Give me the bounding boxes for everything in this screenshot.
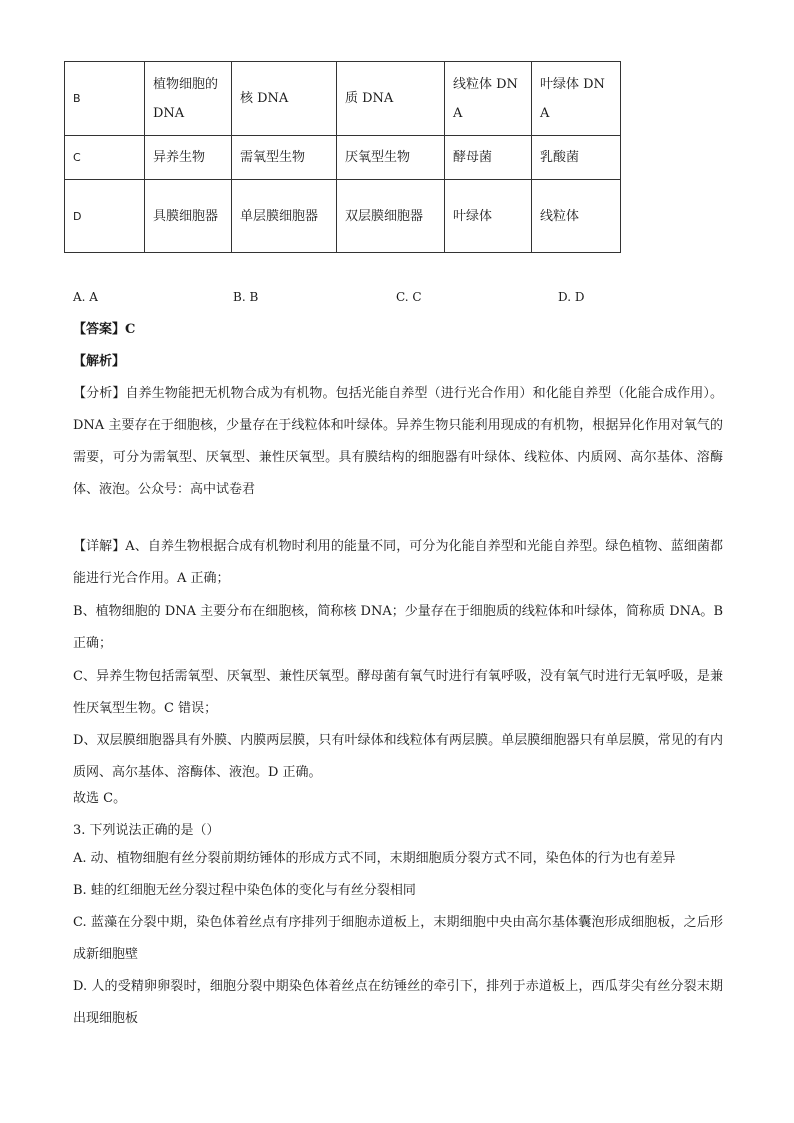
question-3-option-b: B. 蛙的红细胞无丝分裂过程中染色体的变化与有丝分裂相同 [73, 883, 416, 898]
analysis-heading: 【解析】 [73, 354, 126, 369]
answer-options [73, 290, 633, 310]
analysis-paragraph: 【分析】自养生物能把无机物合成为有机物。包括光能自养型（进行光合作用）和化能自养型（化能合成作用）。DNA 主要存在于细胞核，少量存在于线粒体和叶绿体。异养生物只能利用现成的有机物，根据异化作用对氧气的需要，可分为需氧型、厌氧型、兼性厌氧型。具有膜结构的细胞器有叶绿体、线粒体、内质网、高尔基体、溶酶体、液泡。公众号：高中试卷君 [73, 386, 723, 497]
question-3-option-a: A. 动、植物细胞有丝分裂前期纺锤体的形成方式不同，末期细胞质分裂方式不同，染色体的行为也有差异 [73, 851, 676, 866]
question-3-option-c: C. 蓝藻在分裂中期，染色体着丝点有序排列于细胞赤道板上，末期细胞中央由高尔基体囊泡形成细胞板，之后形成新细胞壁 [73, 915, 723, 962]
conclusion: 故选 C。 [73, 791, 127, 806]
table-cell: 叶绿体 [445, 180, 532, 253]
question-table [64, 61, 621, 253]
option-d: D. D [558, 290, 585, 304]
table-cell: 异养生物 [145, 136, 232, 180]
table-row [65, 136, 621, 180]
table-cell: 需氧型生物 [232, 136, 337, 180]
table-cell: 单层膜细胞器 [232, 180, 337, 253]
option-a: A. A [73, 290, 98, 304]
answer-label: 【答案】C [73, 322, 136, 337]
table-cell: D [65, 180, 145, 253]
table-cell: 叶绿体 DNA [532, 62, 621, 136]
table-row [65, 62, 621, 136]
detail-a: 【详解】A、自养生物根据合成有机物时利用的能量不同，可分为化能自养型和光能自养型。绿色植物、蓝细菌都能进行光合作用。A 正确； [73, 539, 723, 586]
table-cell: C [65, 136, 145, 180]
table-cell: 乳酸菌 [532, 136, 621, 180]
table-cell: 核 DNA [232, 62, 337, 136]
detail-b: B、植物细胞的 DNA 主要分布在细胞核，简称核 DNA；少量存在于细胞质的线粒体和叶绿体，简称质 DNA。B 正确； [73, 604, 723, 651]
question-3-option-d: D. 人的受精卵卵裂时，细胞分裂中期染色体着丝点在纺锤丝的牵引下，排列于赤道板上，西瓜芽尖有丝分裂末期出现细胞板 [73, 979, 723, 1026]
table-cell: 质 DNA [337, 62, 445, 136]
detail-d: D、双层膜细胞器具有外膜、内膜两层膜，只有叶绿体和线粒体有两层膜。单层膜细胞器只有单层膜，常见的有内质网、高尔基体、溶酶体、液泡。D 正确。 [73, 733, 723, 780]
table-cell: 厌氧型生物 [337, 136, 445, 180]
table-cell: 具膜细胞器 [145, 180, 232, 253]
table-cell: 酵母菌 [445, 136, 532, 180]
table-cell: 线粒体 DNA [445, 62, 532, 136]
table-cell: B [65, 62, 145, 136]
table-row [65, 180, 621, 253]
detail-c: C、异养生物包括需氧型、厌氧型、兼性厌氧型。酵母菌有氧气时进行有氧呼吸，没有氧气时进行无氧呼吸，是兼性厌氧型生物。C 错误； [73, 669, 723, 716]
table-cell: 双层膜细胞器 [337, 180, 445, 253]
table-cell: 线粒体 [532, 180, 621, 253]
option-c: C. C [396, 290, 422, 304]
question-3-stem: 3. 下列说法正确的是（） [73, 823, 220, 838]
option-b: B. B [233, 290, 259, 304]
table-cell: 植物细胞的DNA [145, 62, 232, 136]
